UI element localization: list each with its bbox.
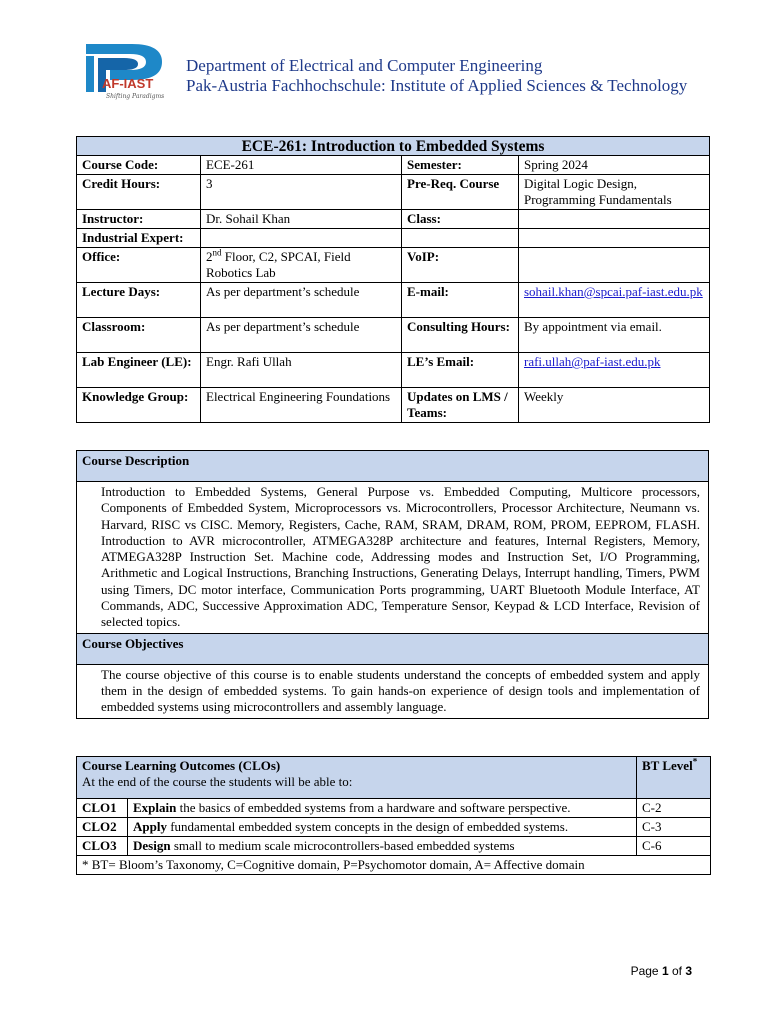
- logo-tagline: Shifting Paradigms: [106, 93, 165, 100]
- institute-name: Pak-Austria Fachhochschule: Institute of Applied Sciences & Technology: [186, 76, 688, 95]
- letterhead: [84, 40, 704, 104]
- page-of: of: [668, 964, 686, 978]
- clo-verb: Explain: [133, 800, 177, 815]
- label-industrial-expert: Industrial Expert:: [77, 229, 201, 248]
- clo-bt-level: C-2: [637, 799, 711, 818]
- table-row: [77, 799, 711, 818]
- label-voip: VoIP:: [402, 248, 519, 283]
- clo-bt-level: C-6: [637, 837, 711, 856]
- value-le-email: [519, 353, 710, 388]
- label-email: E-mail:: [402, 283, 519, 318]
- clo-description: small to medium scale microcontrollers-based embedded systems: [170, 838, 515, 853]
- clo-description: the basics of embedded systems from a hardware and software perspective.: [176, 800, 571, 815]
- page-prefix: Page: [630, 964, 662, 978]
- clo-verb: Design: [133, 838, 171, 853]
- le-email-link[interactable]: rafi.ullah@paf-iast.edu.pk: [524, 354, 661, 369]
- table-row: [77, 837, 711, 856]
- course-info-table: [76, 136, 710, 423]
- office-location: Floor, C2, SPCAI, Field Robotics Lab: [206, 249, 351, 280]
- label-lab-engineer: Lab Engineer (LE):: [77, 353, 201, 388]
- clo-header: [77, 757, 637, 799]
- empty-cell: [402, 229, 519, 248]
- office-floor: 2: [206, 249, 213, 264]
- paf-iast-logo: [84, 40, 174, 102]
- value-consulting-hours: By appointment via email.: [519, 318, 710, 353]
- course-description-text: Introduction to Embedded Systems, General Purpose vs. Embedded Computing, Multicore processors, Components of Embedded System, Microprocessors vs. Microcontrollers, Processor Architecture, Neumann vs. Harvard, RISC vs CISC. Memory, Registers, Cache, RAM, SRAM, DRAM, ROM, PROM, EEPROM, FLASH. Introduction to AVR microcontroller, ATMEGA328P architecture and features, Internal Registers, Memory, ATMEGA328P Instruction Set. Machine code, Addressing modes and Instruction Set, I/O Programming, Arithmetic and Logical Instructions, Branching Instructions, Generating Delays, Interrupt handling, Timers, PWM using Timers, DC motor interface, Communication Ports programming, UART Bluetooth Module Interface, AT Commands, ADC, Successive Approximation ADC, Temperature Sensor, Keypad & LCD Interface, Revision of selected topics.: [77, 482, 709, 634]
- value-lab-engineer: Engr. Rafi Ullah: [201, 353, 402, 388]
- label-updates: Updates on LMS / Teams:: [402, 388, 519, 423]
- clo-table: [76, 756, 711, 875]
- clo-description: fundamental embedded system concepts in the design of embedded systems.: [166, 819, 569, 834]
- logo-text: AF-IAST: [102, 76, 154, 91]
- value-email: [519, 283, 710, 318]
- clo-bt-level: C-3: [637, 818, 711, 837]
- clo-text: [128, 818, 637, 837]
- office-floor-suffix: nd: [212, 247, 222, 258]
- value-class: [519, 210, 710, 229]
- course-title: ECE-261: Introduction to Embedded Systems: [77, 137, 710, 156]
- value-classroom: As per department’s schedule: [201, 318, 402, 353]
- course-description-table: [76, 450, 709, 719]
- clo-id: CLO3: [77, 837, 128, 856]
- value-prereq: [519, 175, 710, 210]
- label-classroom: Classroom:: [77, 318, 201, 353]
- clo-verb: Apply: [133, 819, 167, 834]
- course-objectives-text: The course objective of this course is to enable students understand the concepts of embedded system and apply them in the design of embedded systems. To gain hands-on experience of design tools and implementation of embedded systems using microcontrollers and assembly language.: [77, 664, 709, 718]
- bt-level-heading: BT Level: [642, 758, 693, 773]
- clo-id: CLO2: [77, 818, 128, 837]
- course-objectives-heading: Course Objectives: [77, 633, 709, 664]
- label-knowledge-group: Knowledge Group:: [77, 388, 201, 423]
- clo-id: CLO1: [77, 799, 128, 818]
- instructor-email-link[interactable]: sohail.khan@spcai.paf-iast.edu.pk: [524, 284, 703, 299]
- clo-subheading: At the end of the course the students will be able to:: [82, 774, 353, 789]
- value-office: [201, 248, 402, 283]
- page-current: 1: [661, 964, 669, 978]
- label-semester: Semester:: [402, 156, 519, 175]
- label-class: Class:: [402, 210, 519, 229]
- value-semester: Spring 2024: [519, 156, 710, 175]
- empty-cell: [519, 229, 710, 248]
- label-office: Office:: [77, 248, 201, 283]
- value-credit-hours: 3: [201, 175, 402, 210]
- table-row: [77, 818, 711, 837]
- prereq-course-2: Programming Fundamentals: [524, 192, 672, 207]
- clo-heading: Course Learning Outcomes (CLOs): [82, 758, 281, 773]
- value-lecture-days: As per department’s schedule: [201, 283, 402, 318]
- value-course-code: ECE-261: [201, 156, 402, 175]
- label-credit-hours: Credit Hours:: [77, 175, 201, 210]
- label-course-code: Course Code:: [77, 156, 201, 175]
- bt-level-header: [637, 757, 711, 799]
- value-knowledge-group: Electrical Engineering Foundations: [201, 388, 402, 423]
- clo-text: [128, 837, 637, 856]
- label-prereq: Pre-Req. Course: [402, 175, 519, 210]
- page-number: [631, 964, 692, 978]
- value-instructor: Dr. Sohail Khan: [201, 210, 402, 229]
- bt-level-mark: *: [692, 756, 698, 767]
- label-instructor: Instructor:: [77, 210, 201, 229]
- department-name: Department of Electrical and Computer Engineering: [186, 56, 543, 75]
- value-voip: [519, 248, 710, 283]
- value-industrial-expert: [201, 229, 402, 248]
- label-le-email: LE’s Email:: [402, 353, 519, 388]
- label-lecture-days: Lecture Days:: [77, 283, 201, 318]
- clo-text: [128, 799, 637, 818]
- prereq-course-1: Digital Logic Design,: [524, 176, 638, 191]
- label-consulting-hours: Consulting Hours:: [402, 318, 519, 353]
- page-total: 3: [685, 964, 692, 978]
- bt-footnote: * BT= Bloom’s Taxonomy, C=Cognitive domain, P=Psychomotor domain, A= Affective domain: [77, 856, 711, 875]
- value-updates: Weekly: [519, 388, 710, 423]
- course-description-heading: Course Description: [77, 451, 709, 482]
